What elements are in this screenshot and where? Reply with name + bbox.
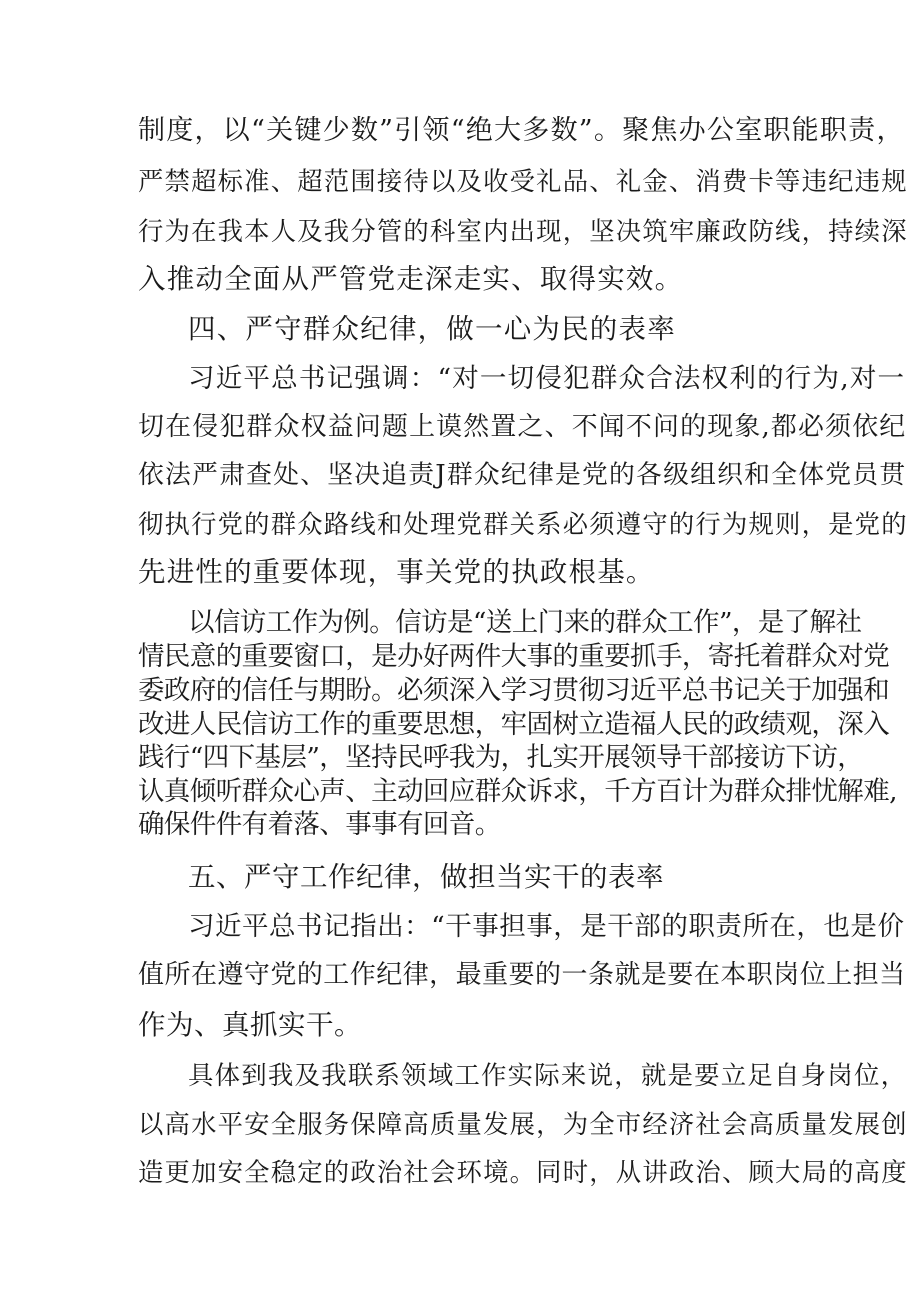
section-heading: 五、严守工作纪律，做担当实干的表率 <box>188 861 664 893</box>
text-line: 确保件件有着落、事事有回音。 <box>138 809 501 840</box>
text-line: 彻执行党的群众路线和处理党群关系必须遵守的行为规则，是党的 <box>138 509 908 539</box>
text-line: 改进人民信访工作的重要思想，牢固树立造福人民的政绩观，深入 <box>138 709 890 740</box>
text-line: 行为在我本人及我分管的科室内出现，坚决筑牢廉政防线，持续深 <box>138 216 908 246</box>
text-line: 造更加安全稳定的政治社会环境。同时，从讲政治、顾大局的高度 <box>138 1157 908 1187</box>
text-line: 依法严肃查处、坚决追责J群众纪律是党的各级组织和全体党员贯 <box>138 460 907 490</box>
text-line: 严禁超标准、超范围接待以及收受礼品、礼金、消费卡等违纪违规 <box>138 166 908 196</box>
text-line: 践行“四下基层”，坚持民呼我为，扎实开展领导干部接访下访， <box>138 742 864 773</box>
section-heading: 四、严守群众纪律，做一心为民的表率 <box>188 313 676 345</box>
text-line: 切在侵犯群众权益问题上谟然置之、不闻不问的现象,都必须依纪 <box>138 412 907 442</box>
text-line: 先进性的重要体现，事关党的执政根基。 <box>138 556 655 588</box>
text-line: 入推动全面从严管党走深走实、取得实效。 <box>138 263 684 295</box>
text-line: 习近平总书记指出：“干事担事，是干部的职责所在，也是价 <box>188 911 905 942</box>
text-line: 作为、真抓实干。 <box>138 1009 362 1041</box>
text-line: 认真倾听群众心声、主动回应群众诉求，千方百计为群众排忧解难, <box>138 776 897 807</box>
text-line: 习近平总书记强调：“对一切侵犯群众合法权利的行为,对一 <box>188 363 906 394</box>
text-line: 以高水平安全服务保障高质量发展，为全市经济社会高质量发展创 <box>138 1109 908 1139</box>
text-line: 制度，以“关键少数”引领“绝大多数”。聚焦办公室职能职责， <box>138 115 905 146</box>
text-line: 具体到我及我联系领域工作实际来说，就是要立足自身岗位， <box>188 1060 908 1090</box>
text-line: 值所在遵守党的工作纪律，最重要的一条就是要在本职岗位上担当 <box>138 960 906 990</box>
text-line: 委政府的信任与期盼。必须深入学习贯彻习近平总书记关于加强和 <box>138 675 890 706</box>
text-line: 情民意的重要窗口，是办好两件大事的重要抓手，寄托着群众对党 <box>138 641 890 672</box>
text-line: 以信访工作为例。信访是“送上门来的群众工作”，是了解社 <box>188 607 862 638</box>
